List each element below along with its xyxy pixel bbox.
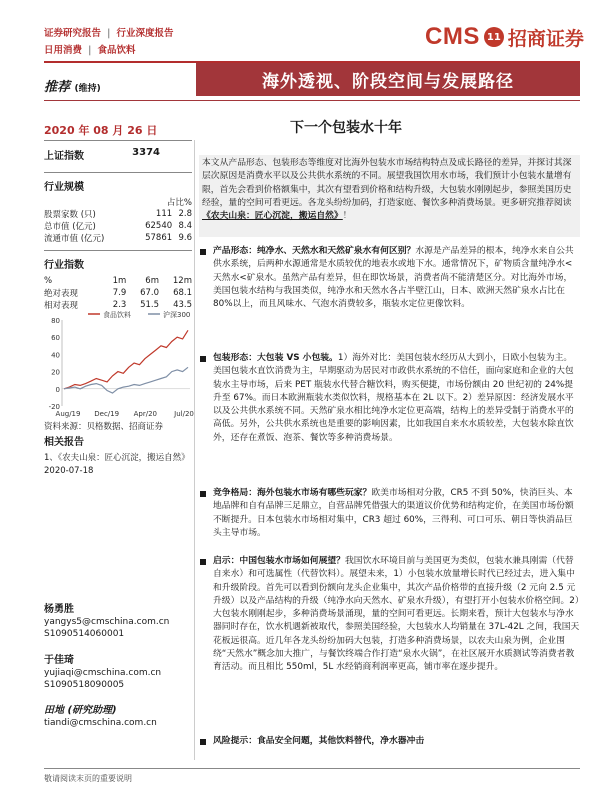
perf-cell: 绝对表现: [44, 289, 79, 299]
bullet-icon: [200, 739, 206, 745]
perf-cell: 67.0: [140, 288, 159, 298]
rating-sub: (维持): [74, 84, 101, 94]
x-tick-label: Apr/20: [133, 410, 158, 418]
bullet-heading: 包装形态：大包装 VS 小包装。: [213, 353, 338, 363]
y-tick-label: 40: [51, 351, 60, 360]
author-name: 杨勇胜: [44, 604, 74, 615]
bullet-competition: [199, 487, 580, 540]
report-type-1: 证券研究报告: [44, 28, 102, 39]
rating-label: 推荐: [44, 80, 71, 95]
banner-rule: [44, 100, 580, 101]
bullet-heading: 风险提示：食品安全问题，其他饮料替代，净水器冲击: [213, 736, 425, 746]
y-tick-label: 20: [51, 368, 60, 377]
bullet-heading: 启示：中国包装水市场如何展望？: [213, 556, 345, 566]
bullet-heading: 竞争格局：海外包装水市场有哪些玩家？: [213, 488, 372, 498]
perf-cell: 43.5: [173, 300, 192, 310]
table-row: [44, 287, 192, 299]
report-title: 海外透视、阶段空间与发展路径: [196, 63, 580, 96]
divider: [44, 140, 192, 141]
summary-end: ！: [342, 211, 352, 222]
perf-title: 行业指数: [44, 260, 84, 271]
chart-source: 资料来源：贝格数据、招商证券: [44, 422, 164, 432]
industry-scale: [44, 172, 192, 244]
industry-performance: [44, 250, 192, 311]
report-type-2: 行业深度报告: [116, 28, 174, 39]
author-id: S1090514060001: [44, 629, 125, 639]
table-row: [44, 232, 192, 244]
bullet-body: 欧美市场相对分散，CR5 不到 50%，快消巨头、本地品牌和自有品牌三足鼎立，自营品牌凭借强大的渠道议价优势和结构定价，在美国市场份额不断提升。日本包装水市场相对集中，CR3 超过 60%，三得利、可口可乐、朝日等快消品巨头主导市场。: [213, 488, 574, 538]
perf-cell: 7.9: [112, 288, 127, 298]
row-name: 流通市值 (亿元): [44, 234, 105, 244]
logo-badge: 11: [484, 27, 504, 47]
author-2: [44, 655, 192, 691]
company-logo: [425, 23, 584, 51]
index-block: [44, 140, 192, 162]
perf-cell: 68.1: [173, 288, 192, 298]
perf-col: 1m: [112, 276, 127, 286]
index-chart: [44, 308, 194, 420]
bullet-package: [199, 352, 580, 445]
bullet-risk: [199, 735, 580, 748]
bullet-heading: 产品形态：纯净水、天然水和天然矿泉水有何区别？: [213, 246, 416, 256]
legend-label: 食品饮料: [103, 311, 131, 319]
author-id: S1090518090005: [44, 680, 125, 690]
author-1: [44, 604, 192, 640]
row-value: 111: [155, 209, 173, 219]
bullet-icon: [200, 356, 206, 362]
divider: [44, 172, 192, 173]
related-title: 相关报告: [44, 437, 84, 448]
related-reports: [44, 433, 192, 478]
x-tick-label: Jul/20: [174, 410, 194, 418]
index-label: 上证指数: [44, 151, 84, 162]
related-item[interactable]: 1、《农夫山泉：匠心沉淀，搬运自然》2020-07-18: [44, 453, 190, 476]
table-row: [44, 208, 192, 220]
x-tick-label: Aug/19: [55, 410, 81, 418]
row-pct: 2.8: [178, 209, 192, 219]
author-email[interactable]: yangys5@cmschina.com.cn: [44, 617, 170, 627]
summary-text: 本文从产品形态、包装形态等维度对比海外包装水市场结构特点及成长路径的差异，并探讨其深层次原因是消费水平以及公共供水系统的不同。展望我国饮用水市场，我们预计小包装水量增有限，首先会看到价格额集中，其次有望看到价格和结构升级，大包装水刚刚起步，参照美国历史经验，量的空间可看更远。各龙头纷纷加码，打造家庭、餐饮多种消费场景。更多研究推荐阅读: [202, 158, 572, 208]
row-value: 62540: [145, 221, 173, 231]
index-value: 3374: [132, 147, 160, 158]
industry-title: 行业规模: [44, 182, 84, 193]
logo-latin: CMS: [425, 23, 480, 50]
report-sector-2: 食品饮料: [97, 45, 136, 56]
author-name: 于佳琦: [44, 655, 74, 666]
row-name: 股票家数 (只): [44, 210, 96, 220]
y-tick-label: 0: [55, 385, 60, 394]
y-tick-label: 60: [51, 334, 60, 343]
row-name: 总市值 (亿元): [44, 222, 96, 232]
bullet-icon: [200, 491, 206, 497]
bullet-body: 水源是产品差异的根本，纯净水来自公共供水系统，后两种水源通常是水质较优的地表水或地下水。通常情况下，矿物质含量纯净水<天然水<矿泉水。虽然产品有差异，但在即饮场景，消费者尚不能清楚区分。对比海外市场，美国包装水结构与我国类似，纯净水和天然水各占半壁江山，日本、欧洲天然矿泉水占比在 80%以上，而且风味水、气泡水消费较多，瓶装水定位更像饮料。: [213, 246, 574, 310]
perf-table: [44, 275, 192, 311]
y-tick-label: 80: [51, 317, 60, 325]
table-row: [44, 220, 192, 232]
summary-box: [199, 155, 580, 237]
perf-cell: 相对表现: [44, 301, 79, 311]
perf-col: 6m: [145, 276, 159, 286]
divider: [44, 250, 192, 251]
logo-cn: 招商证券: [507, 27, 584, 50]
bullet-product: [199, 245, 580, 311]
report-sector-1: 日用消费: [44, 45, 83, 56]
perf-cell: 51.5: [140, 300, 159, 310]
report-subtitle: 下一个包装水十年: [290, 120, 402, 136]
bullet-body: 我国饮水环境目前与美国更为类似，包装水兼具刚需（代替自来水）和可选属性（代替饮料）。展望未来，1）小包装水放量增长时代已经过去，进入集中和升级阶段。首先可以看到份额向龙头企业集中，其次产品价格带的直接升级（2 元向 2.5 元升级）以及产品结构的升级（纯净水向天然水、矿泉水升级），有望打开小包装水价格空间。2）大包装水刚刚起步，多种消费场景涌现，量的空间可看更远。长期来看，预计大包装水与净水器同时存在，饮水机遇新被取代，参照美国经验，大包装水人均销量在 37L-42L 之间，我国天花板远很高。近几年各龙头纷纷加码大包装，打造多种消费场景，以农夫山泉为例，企业围绕“天然水”概念加大推广，与餐饮终端合作打造“泉水火锅”，在社区展开水质测试等消费者教育活动。而且相比 550ml，5L 水经销商利润率更高，铺市率在逐步提升。: [213, 556, 580, 673]
y-tick-label: -20: [48, 403, 60, 411]
report-sector: 日用消费 | 食品饮料: [44, 42, 136, 56]
bullet-body: 1）海外对比：美国包装水经历从大到小，日欧小包装为主。美国包装水直饮消费为主，早期驱动为居民对市政供水系统的不信任，面向家庭和企业的大包装水主导市场，后来 PET 瓶装水代替合糖饮料，购买便捷，市场份额由 20 世纪初的 24%提升至 67%。而日本欧洲瓶装水类似饮料，规格基本在 2L 以下。2）差异原因：经济发展水平以及公共供水系统不同。天然矿泉水相比纯净水定位更高端，结构上的差异受制于消费水平的高低。另外，公共供水系统也是重要的影响因素，比如我国自来水水质较差，大包装水除直饮外，还存在煮饭、泡茶、餐饮等多种消费场景。: [213, 353, 574, 443]
rating: [44, 76, 101, 95]
legend-label: 沪深300: [163, 311, 191, 319]
footer-note: 敬请阅读末页的重要说明: [44, 774, 132, 783]
x-tick-label: Dec/19: [94, 410, 120, 418]
perf-col: 12m: [172, 276, 192, 286]
author-email[interactable]: tiandi@cmschina.com.cn: [44, 718, 157, 728]
perf-col: %: [44, 276, 53, 286]
row-value: 57861: [145, 233, 173, 243]
row-pct: 9.6: [178, 233, 192, 243]
summary-link[interactable]: 《农夫山泉：匠心沉淀，搬运自然》: [202, 211, 343, 222]
row-pct: 8.4: [178, 221, 192, 231]
bullet-list: [199, 245, 580, 765]
bullet-outlook: [199, 555, 580, 675]
report-date: 2020 年 08 月 26 日: [44, 124, 158, 137]
table-row: [44, 275, 192, 287]
footer-rule: [44, 768, 580, 769]
author-name: 田地 (研究助理): [44, 705, 117, 716]
perf-cell: 2.3: [112, 300, 127, 310]
pct-header: 占比%: [166, 198, 192, 208]
column-divider: [194, 140, 195, 760]
bullet-icon: [200, 559, 206, 565]
report-type: 证券研究报告 | 行业深度报告: [44, 25, 174, 39]
bullet-icon: [200, 249, 206, 255]
series-line-0: [64, 330, 188, 389]
index-chart-svg: [44, 308, 194, 420]
author-3: [44, 705, 192, 729]
author-email[interactable]: yujiaqi@cmschina.com.cn: [44, 668, 162, 678]
industry-table: [44, 208, 192, 244]
